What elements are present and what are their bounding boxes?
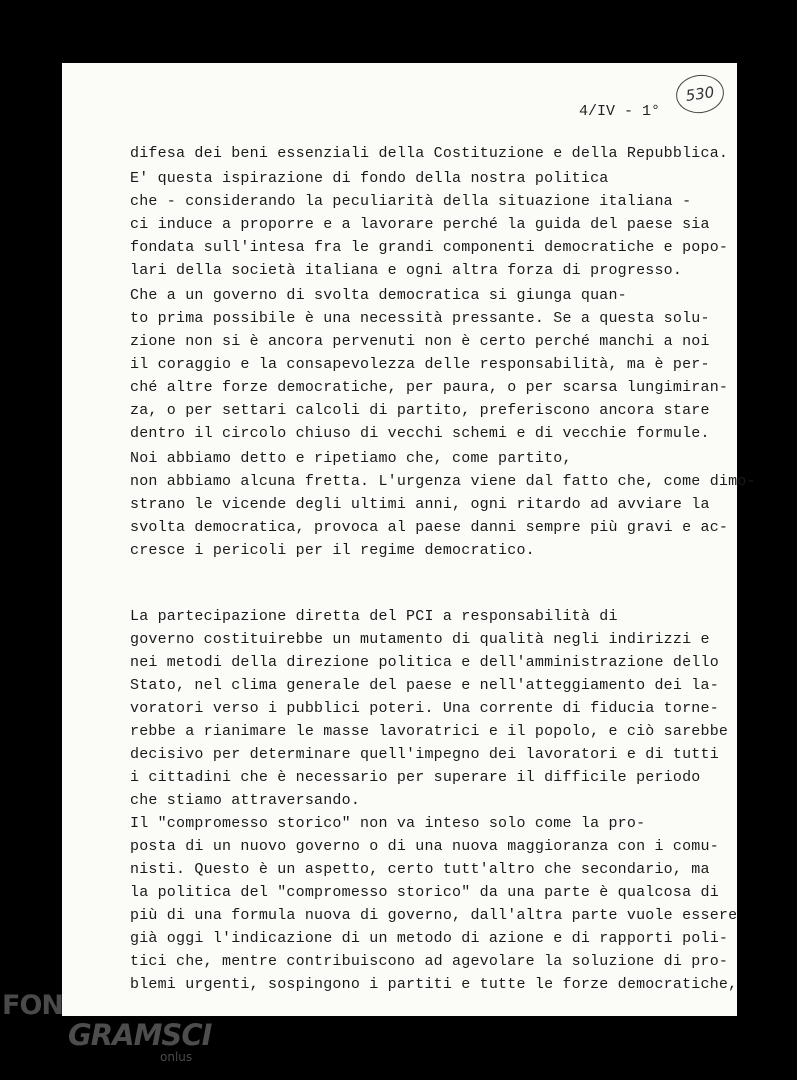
text-line: ci induce a proporre e a lavorare perché la guida del paese sia <box>130 216 710 233</box>
text-line: tici che, mentre contribuiscono ad agevolare la soluzione di pro- <box>130 953 729 970</box>
text-line: Che a un governo di svolta democratica si giunga quan- <box>130 287 627 304</box>
text-line: zione non si è ancora pervenuti non è certo perché manchi a noi <box>130 333 710 350</box>
text-line: Stato, nel clima generale del paese e nell'atteggiamento dei la- <box>130 677 719 694</box>
text-line: che stiamo attraversando. <box>130 792 361 809</box>
text-line: rebbe a rianimare le masse lavoratrici e il popolo, e ciò sarebbe <box>130 723 729 740</box>
text-line: non abbiamo alcuna fretta. L'urgenza viene dal fatto che, come dimo- <box>130 473 756 490</box>
text-line: posta di un nuovo governo o di una nuova maggioranza con i comu- <box>130 838 719 855</box>
text-line: nisti. Questo è un aspetto, certo tutt'altro che secondario, ma <box>130 861 710 878</box>
page-number-stamp: 530 <box>674 72 727 116</box>
text-line: difesa dei beni essenziali della Costituzione e della Repubblica. <box>130 145 729 162</box>
text-line: lari della società italiana e ogni altra forza di progresso. <box>130 262 683 279</box>
document-page <box>62 63 756 1016</box>
text-line: più di una formula nuova di governo, dall'altra parte vuole essere <box>130 907 738 924</box>
text-line: che - considerando la peculiarità della situazione italiana - <box>130 193 692 210</box>
fondazione-gramsci-watermark <box>0 990 220 1075</box>
page-code: 4/IV - 1° <box>579 103 661 120</box>
text-line: i cittadini che è necessario per superare il difficile periodo <box>130 769 701 786</box>
text-line: za, o per settari calcoli di partito, preferiscono ancora stare <box>130 402 710 419</box>
text-line: la politica del "compromesso storico" da una parte è qualcosa di <box>130 884 719 901</box>
watermark-text: onlus <box>160 1050 193 1064</box>
text-line: già oggi l'indicazione di un metodo di azione e di rapporti poli- <box>130 930 729 947</box>
text-line: Il "compromesso storico" non va inteso solo come la pro- <box>130 815 646 832</box>
text-line: Noi abbiamo detto e ripetiamo che, come partito, <box>130 450 572 467</box>
text-line: voratori verso i pubblici poteri. Una corrente di fiducia torne- <box>130 700 719 717</box>
text-line: il coraggio e la consapevolezza delle responsabilità, ma è per- <box>130 356 710 373</box>
text-line: dentro il circolo chiuso di vecchi schemi e di vecchie formule. <box>130 425 710 442</box>
text-line: La partecipazione diretta del PCI a responsabilità di <box>130 608 618 625</box>
text-line: blemi urgenti, sospingono i partiti e tutte le forze democratiche, <box>130 976 738 993</box>
text-line: cresce i pericoli per il regime democratico. <box>130 542 535 559</box>
text-line: strano le vicende degli ultimi anni, ogni ritardo ad avviare la <box>130 496 710 513</box>
text-line: E' questa ispirazione di fondo della nostra politica <box>130 170 609 187</box>
text-line: fondata sull'intesa fra le grandi componenti democratiche e popo- <box>130 239 729 256</box>
watermark-text: FON <box>2 990 63 1021</box>
text-line: decisivo per determinare quell'impegno dei lavoratori e di tutti <box>130 746 719 763</box>
text-line: ché altre forze democratiche, per paura, o per scarsa lungimiran- <box>130 379 729 396</box>
text-line: governo costituirebbe un mutamento di qualità negli indirizzi e <box>130 631 710 648</box>
text-line: to prima possibile è una necessità pressante. Se a questa solu- <box>130 310 710 327</box>
watermark-text: GRAMSCI <box>68 1018 212 1052</box>
text-line: svolta democratica, provoca al paese danni sempre più gravi e ac- <box>130 519 729 536</box>
text-line: nei metodi della direzione politica e dell'amministrazione dello <box>130 654 719 671</box>
